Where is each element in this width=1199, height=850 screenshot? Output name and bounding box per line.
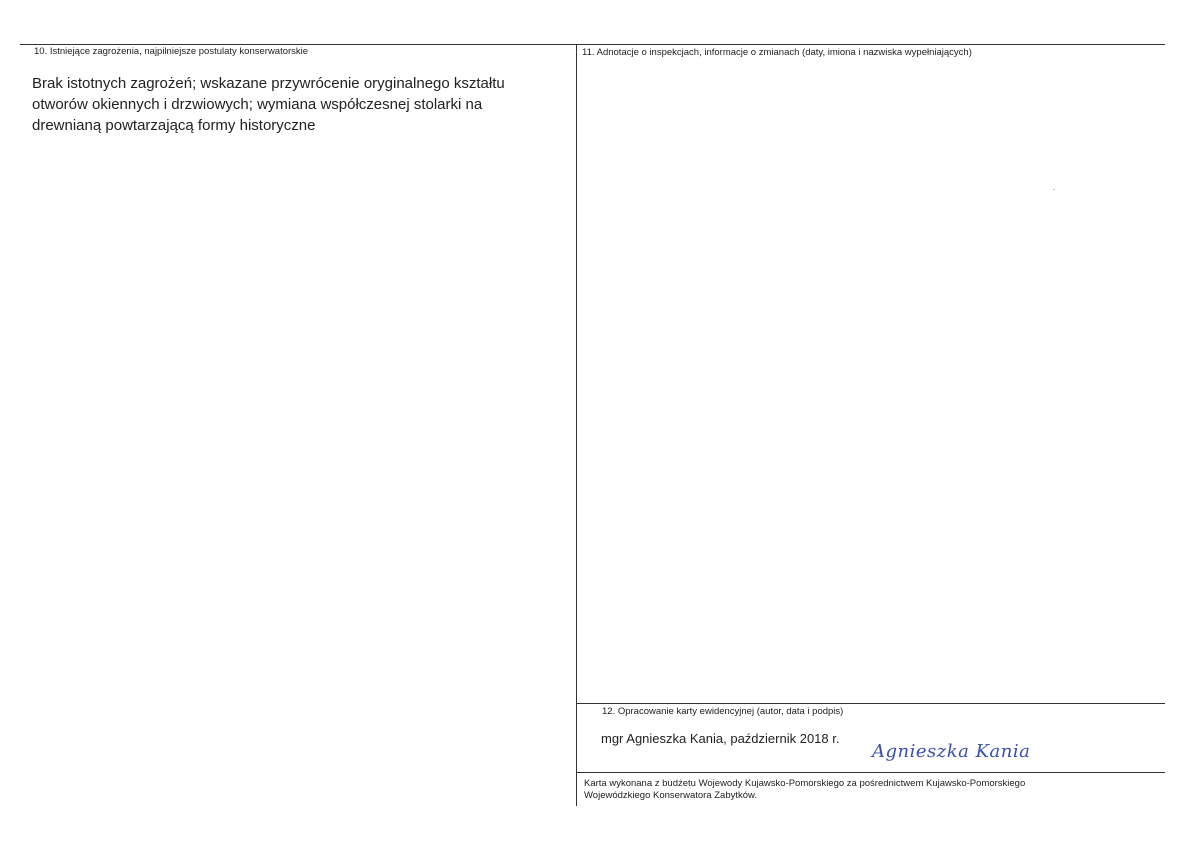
section-12-label: 12. Opracowanie karty ewidencyjnej (autor, data i podpis) xyxy=(602,706,844,717)
top-rule xyxy=(20,44,1165,45)
author-and-date: mgr Agnieszka Kania, październik 2018 r. xyxy=(601,731,840,746)
column-divider xyxy=(576,44,577,806)
funding-line-1: Karta wykonana z budżetu Wojewody Kujawsko-Pomorskiego za pośrednictwem Kujawsko-Pomorskiego xyxy=(584,778,1026,789)
section-10-text xyxy=(32,73,505,136)
scan-speck xyxy=(1053,189,1055,190)
section-10-line-2: otworów okiennych i drzwiowych; wymiana współczesnej stolarki na xyxy=(32,96,483,113)
funding-rule xyxy=(576,772,1165,773)
section-11-label: 11. Adnotacje o inspekcjach, informacje o zmianach (daty, imiona i nazwiska wypełniających) xyxy=(582,47,972,58)
funding-line-2: Wojewódzkiego Konserwatora Zabytków. xyxy=(584,790,758,801)
handwritten-signature: Agnieszka Kania xyxy=(872,741,1031,762)
section-10-line-1: Brak istotnych zagrożeń; wskazane przywrócenie oryginalnego kształtu xyxy=(32,75,505,92)
funding-note xyxy=(584,778,1025,802)
section-10-line-3: drewnianą powtarzającą formy historyczne xyxy=(32,117,316,134)
section-12-rule xyxy=(576,703,1165,704)
section-10-label: 10. Istniejące zagrożenia, najpilniejsze postulaty konserwatorskie xyxy=(34,46,309,57)
